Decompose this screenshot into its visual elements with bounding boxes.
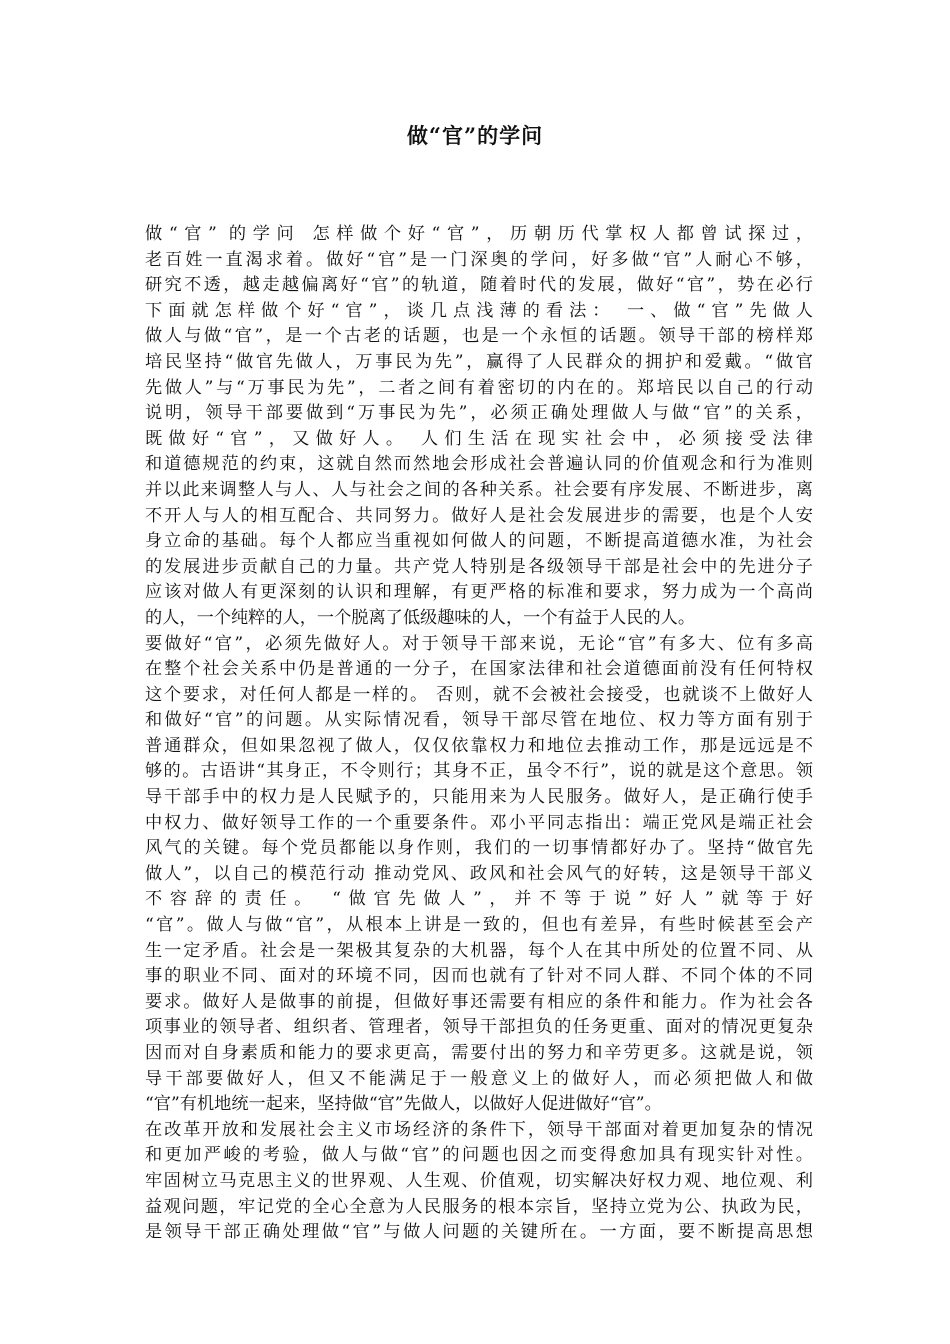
text-line: 做人”，以自己的模范行动 推动党风、政风和社会风气的好转，这是领导干部义 [145, 863, 813, 884]
text-line: 事的职业不同、面对的环境不同，因而也就有了针对不同人群、不同个体的不同 [145, 966, 813, 987]
text-line: 普通群众，但如果忽视了做人，仅仅依靠权力和地位去推动工作，那是远远是不 [145, 735, 813, 756]
document-title: 做“官”的学问 [406, 123, 544, 148]
text-line: 导干部要做好人，但又不能满足于一般意义上的做好人，而必须把做人和做 [145, 1068, 813, 1089]
text-line: 导干部手中的权力是人民赋予的，只能用来为人民服务。做好人，是正确行使手 [145, 787, 813, 808]
text-line: “官”。做人与做“官”，从根本上讲是一致的，但也有差异，有些时候甚至会产 [145, 915, 813, 936]
text-line: 的人，一个纯粹的人，一个脱离了低级趣味的人，一个有益于人民的人。 [145, 607, 696, 628]
text-line: 不容辞的责任。 “做官先做人”，并不等于说”好人”就等于好 [145, 889, 813, 910]
text-line: “官”有机地统一起来，坚持做“官”先做人，以做好人促进做好“官”。 [145, 1094, 662, 1115]
text-line: 身立命的基础。每个人都应当重视如何做人的问题，不断提高道德水准，为社会 [145, 531, 813, 552]
text-line: 和道德规范的约束，这就自然而然地会形成社会普遍认同的价值观念和行为准则 [145, 454, 813, 475]
text-line: 这个要求，对任何人都是一样的。 否则，就不会被社会接受，也就谈不上做好人 [145, 684, 813, 705]
text-line: 够的。古语讲“其身正，不令则行；其身不正，虽令不行”，说的就是这个意思。领 [145, 761, 813, 782]
text-line: 做“官” 的学问 怎样做个好“官”，历朝历代掌权人都曾试探过， [145, 224, 813, 244]
document-body [145, 222, 813, 1271]
text-line [145, 1246, 813, 1272]
text-line: 因而对自身素质和能力的要求更高，需要付出的努力和辛劳更多。这就是说，领 [145, 1043, 813, 1063]
text-line: 和做好“官”的问题。从实际情况看，领导干部尽管在地位、权力等方面有别于 [145, 710, 813, 731]
text-line: 要求。做好人是做事的前提，但做好事还需要有相应的条件和能力。作为社会各 [145, 991, 813, 1012]
text-line: 和更加严峻的考验，做人与做“官”的问题也因之而变得愈加具有现实针对性。 [145, 1145, 813, 1166]
text-line: 是领导干部正确处理做“官”与做人问题的关键所在。一方面，要不断提高思想 [145, 1222, 813, 1243]
text-line: 研究不透，越走越偏离好“官”的轨道，随着时代的发展，做好“官”，势在必行 [145, 275, 813, 296]
text-line: 生一定矛盾。社会是一架极其复杂的大机器，每个人在其中所处的位置不同、从 [145, 940, 813, 961]
text-line: 既做好“官”，又做好人。 人们生活在现实社会中，必须接受法律 [145, 428, 813, 449]
text-line: 风气的关键。每个党员都能以身作则，我们的一切事情都好办了。坚持“做官先 [145, 838, 813, 859]
text-line: 益观问题，牢记党的全心全意为人民服务的根本宗旨，坚持立党为公、执政为民， [145, 1196, 813, 1217]
text-line: 牢固树立马克思主义的世界观、人生观、价值观，切实解决好权力观、地位观、利 [145, 1170, 813, 1191]
text-line: 在改革开放和发展社会主义市场经济的条件下，领导干部面对着更加复杂的情况 [145, 1119, 813, 1140]
text-line: 先做人”与“万事民为先”，二者之间有着密切的内在的。郑培民以自己的行动 [145, 377, 813, 398]
text-line: 应该对做人有更深刻的认识和理解，有更严格的标准和要求，努力成为一个高尚 [145, 582, 813, 603]
text-line: 并以此来调整人与人、人与社会之间的各种关系。社会要有序发展、不断进步，离 [145, 479, 813, 500]
text-line: 下面就怎样做个好“官”，谈几点浅薄的看法： 一、做“官”先做人 [145, 300, 813, 321]
text-line: 做人与做“官”，是一个古老的话题，也是一个永恒的话题。领导干部的榜样郑 [145, 326, 813, 347]
text-line: 说明，领导干部要做到“万事民为先”，必须正确处理做人与做“官”的关系， [145, 403, 813, 424]
text-line: 不开人与人的相互配合、共同努力。做好人是社会发展进步的需要，也是个人安 [145, 505, 813, 526]
text-line: 的发展进步贡献自己的力量。共产党人特别是各级领导干部是社会中的先进分子 [145, 556, 813, 577]
text-line: 在整个社会关系中仍是普通的一分子，在国家法律和社会道德面前没有任何特权 [145, 659, 813, 680]
text-line: 要做好“官”，必须先做好人。对于领导干部来说，无论“官”有多大、位有多高 [145, 633, 813, 654]
text-line: 中权力、做好领导工作的一个重要条件。邓小平同志指出：端正党风是端正社会 [145, 812, 813, 833]
text-line: 老百姓一直渴求着。做好“官”是一门深奥的学问，好多做“官”人耐心不够， [145, 249, 813, 270]
text-line: 培民坚持“做官先做人，万事民为先”，赢得了人民群众的拥护和爱戴。“做官 [145, 351, 813, 372]
text-line: 项事业的领导者、组织者、管理者，领导干部担负的任务更重、面对的情况更复杂 [145, 1017, 813, 1038]
